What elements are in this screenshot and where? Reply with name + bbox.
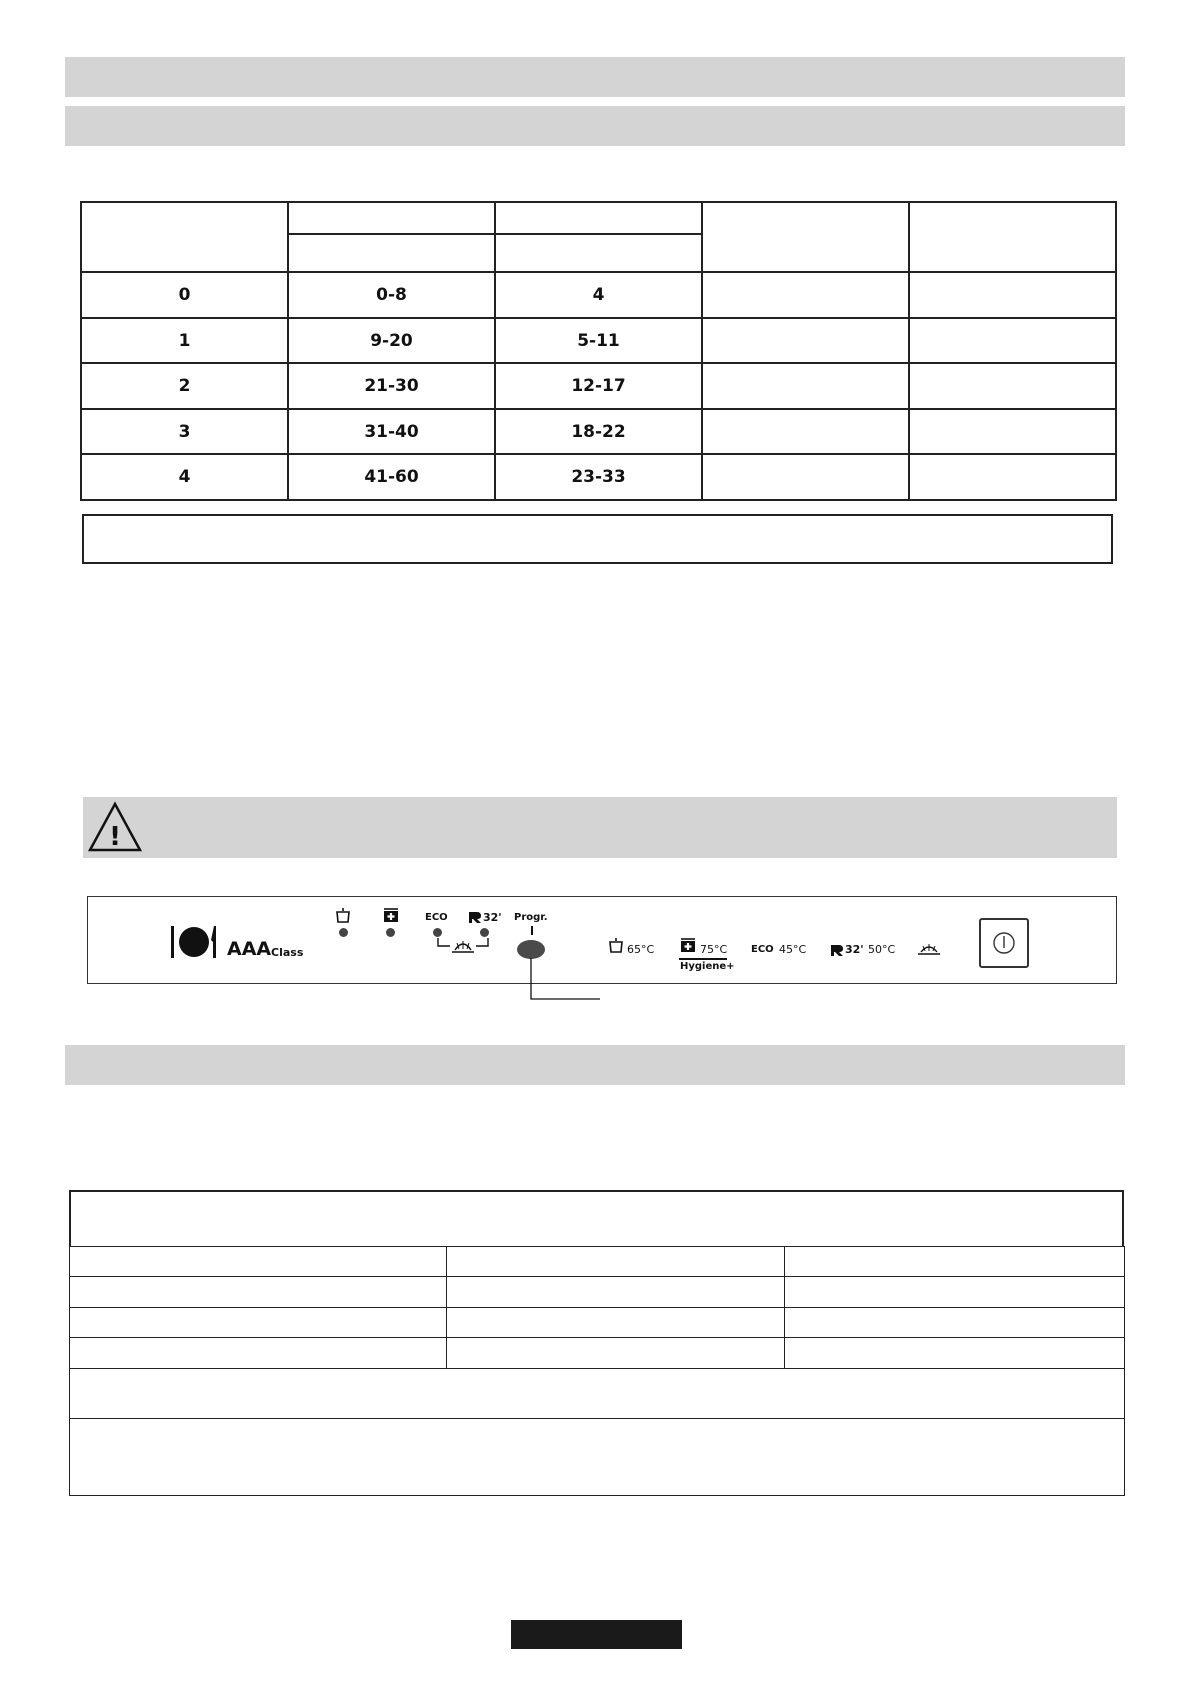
header-cell	[288, 202, 495, 234]
pot-icon	[335, 907, 351, 923]
indicator-led-rapid	[480, 928, 489, 937]
cutlery-plate-icon	[169, 924, 219, 960]
hygiene-pot-icon	[382, 907, 400, 923]
rapid-icon	[830, 945, 844, 956]
table-row	[70, 1369, 1125, 1419]
rapid-label: 32'	[483, 911, 502, 924]
level-cell: 4	[81, 454, 288, 500]
eco-label: ECO	[425, 912, 448, 923]
table-row	[70, 1308, 1125, 1338]
header-cell	[702, 202, 909, 272]
indicator-led-hygiene	[386, 928, 395, 937]
warning-symbol: !	[109, 822, 121, 852]
table-row	[70, 1338, 1125, 1369]
program-temp-45: 45°C	[779, 943, 807, 956]
table-row	[70, 1419, 1125, 1496]
power-button[interactable]	[979, 918, 1029, 968]
indicator-led-pot	[339, 928, 348, 937]
header-cell	[495, 234, 702, 272]
hygiene-pot-icon	[679, 937, 697, 953]
header-band-1	[65, 57, 1125, 97]
program-knob[interactable]	[517, 940, 545, 959]
range-b-cell: 5-11	[495, 318, 702, 363]
note-box	[82, 514, 1113, 564]
level-cell: 0	[81, 272, 288, 318]
section-band-3	[65, 1045, 1125, 1085]
specs-table-header	[69, 1190, 1124, 1247]
hygiene-label: Hygiene+	[680, 961, 735, 972]
table-row	[81, 409, 1116, 454]
table-row	[81, 363, 1116, 409]
range-a-cell: 0-8	[288, 272, 495, 318]
program-temp-50: 50°C	[868, 943, 896, 956]
range-b-cell: 23-33	[495, 454, 702, 500]
table-row	[70, 1247, 1125, 1277]
range-a-cell: 41-60	[288, 454, 495, 500]
header-cell	[81, 202, 288, 272]
header-band-2	[65, 106, 1125, 146]
range-a-cell: 21-30	[288, 363, 495, 409]
rapid-program-label: 32'	[845, 943, 864, 956]
knob-callout-line	[528, 958, 608, 1018]
header-cell	[909, 202, 1116, 272]
power-icon	[981, 920, 1027, 966]
progr-tick	[531, 926, 533, 935]
range-b-cell: 12-17	[495, 363, 702, 409]
table-row	[81, 272, 1116, 318]
hygiene-underline	[679, 958, 727, 960]
program-temp-65: 65°C	[627, 943, 655, 956]
page-footer-bar	[511, 1620, 682, 1649]
range-b-cell: 4	[495, 272, 702, 318]
level-cell: 2	[81, 363, 288, 409]
warning-band	[83, 797, 1117, 858]
range-a-cell: 31-40	[288, 409, 495, 454]
table-row	[70, 1277, 1125, 1308]
program-temp-75: 75°C	[700, 943, 728, 956]
level-cell: 3	[81, 409, 288, 454]
water-hardness-table	[80, 201, 1117, 501]
table-row	[81, 454, 1116, 500]
rapid-icon	[468, 912, 482, 923]
indicator-led-eco	[433, 928, 442, 937]
specs-table	[69, 1246, 1125, 1496]
table-row	[81, 318, 1116, 363]
range-b-cell: 18-22	[495, 409, 702, 454]
pot-icon	[608, 937, 624, 953]
level-cell: 1	[81, 318, 288, 363]
energy-class-main: AAA	[227, 938, 272, 960]
range-a-cell: 9-20	[288, 318, 495, 363]
progr-label: Progr.	[514, 912, 548, 923]
rinse-icon	[916, 942, 942, 956]
eco-program-label: ECO	[751, 944, 774, 955]
bracket-rinse-icon	[433, 938, 493, 956]
header-cell	[288, 234, 495, 272]
warning-triangle-icon	[87, 801, 143, 853]
energy-class-suffix: Class	[271, 946, 304, 959]
header-cell	[495, 202, 702, 234]
